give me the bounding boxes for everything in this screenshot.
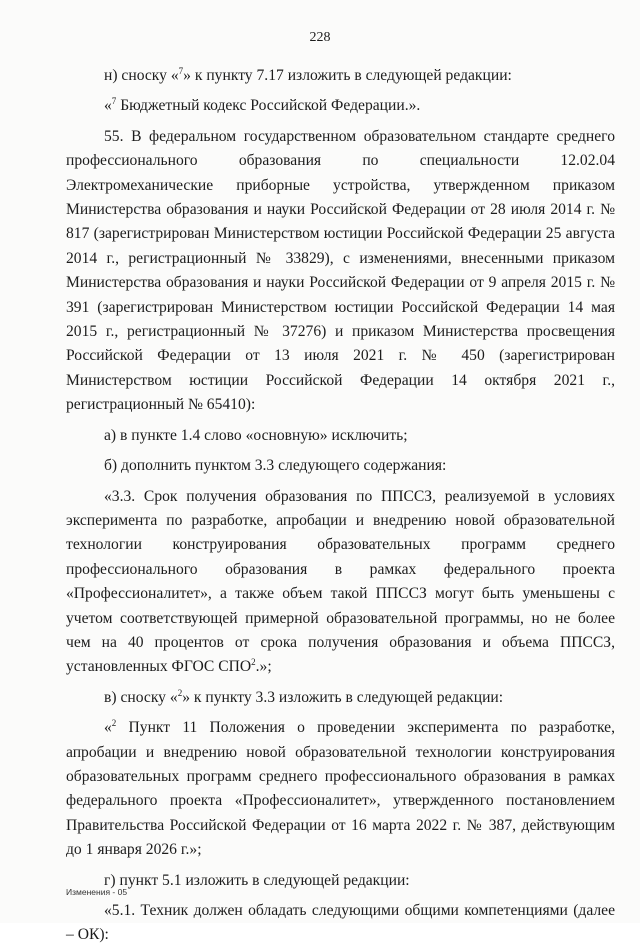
paragraph-3-3-text: «3.3. Срок получения образования по ППССЗ, реализуемой в условиях эксперимента по разработке, апробации и внедрению новой образовательной технологии конструирования образовательных программ среднего профессионального образования в рамках федерального проекта «Профессионалитет», а также объем такой ППССЗ могут быть уменьшены с учетом соответствующей примерной образовательной программы, но не более чем на 40 процентов от срока получения образования и объема ППССЗ, установленных ФГОС СПО$^2$.»; <box>66 487 615 676</box>
paragraph-item-a: а) в пункте 1.4 слово «основную» исключить; <box>104 426 408 444</box>
paragraph-item-g: г) пункт 5.1 изложить в следующей редакции: <box>104 871 410 889</box>
paragraph-footnote-2-text: «$^2$ Пункт 11 Положения о проведении эксперимента по разработке, апробации и внедрению новой образовательной технологии конструирования образовательных программ среднего профессионального образования в рамках федерального проекта «Профессионалитет», утвержденного постановлением Правительства Российской Федерации от 16 марта 2022 г. № 387, действующим до 1 января 2026 г.»; <box>66 718 615 859</box>
paragraph-footnote-7-text: «$^7$ Бюджетный кодекс Российской Федерации.». <box>104 96 421 115</box>
paragraph-item-v: в) сноску «$^2$» к пункту 3.3 изложить в следующей редакции: <box>104 687 504 706</box>
paragraph-55: 55. В федеральном государственном образовательном стандарте среднего профессионального образования по специальности 12.02.04 Электромеханические приборные устройства, утвержденном приказом Министерства образования и науки Российской Федерации от 28 июля 2014 г. № 817 (зарегистрирован Министерством юстиции Российской Федерации 25 августа 2014 г., регистрационный № 33829), с изменениями, внесенными приказом Министерства образования и науки Российской Федерации от 9 апреля 2015 г. № 391 (зарегистрирован Министерством юстиции Российской Федерации 14 мая 2015 г., регистрационный № 37276) и приказом Министерства просвещения Российской Федерации от 13 июля 2021 г. № 450 (зарегистрирован Министерством юстиции Российской Федерации 14 октября 2021 г., регистрационный № 65410): <box>66 127 615 414</box>
paragraph-footnote-7-instruction: н) сноску «$^7$» к пункту 7.17 изложить в следующей редакции: <box>104 66 512 84</box>
paragraph-item-b: б) дополнить пунктом 3.3 следующего содержания: <box>104 457 447 475</box>
footer-label: Изменения - 05 <box>66 887 128 897</box>
document-body <box>66 64 615 948</box>
paragraph-5-1-text: «5.1. Техник должен обладать следующими общими компетенциями (далее – ОК): <box>66 902 615 944</box>
page-number: 228 <box>309 30 331 45</box>
